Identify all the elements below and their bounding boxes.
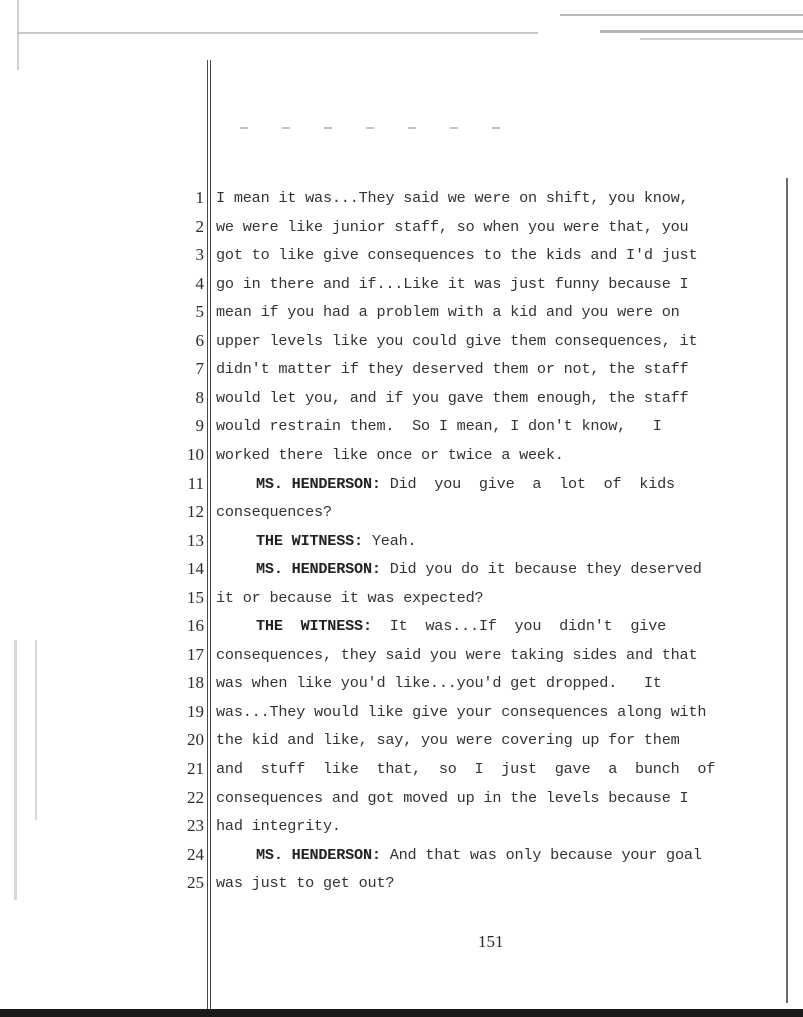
transcript-line: go in there and if...Like it was just funny because I xyxy=(216,274,689,293)
transcript-line: got to like give consequences to the kids and I'd just xyxy=(216,246,698,265)
transcript-line xyxy=(256,475,675,493)
line-number: 7 xyxy=(195,359,204,379)
line-number: 25 xyxy=(187,873,204,893)
speaker-label: MS. HENDERSON: xyxy=(256,845,381,864)
line-number: 8 xyxy=(195,387,204,407)
speech-text: Yeah. xyxy=(362,531,417,550)
transcript-line: was when like you'd like...you'd get dropped. It xyxy=(216,674,662,693)
transcript-line: upper levels like you could give them consequences, it xyxy=(216,331,698,350)
left-margin-rule xyxy=(207,60,211,1009)
transcript-line: was...They would like give your consequences along with xyxy=(216,702,707,721)
transcript-line: consequences, they said you were taking sides and that xyxy=(216,645,698,664)
transcript-line: consequences? xyxy=(216,503,332,522)
line-number: 23 xyxy=(187,816,204,836)
transcript-line: worked there like once or twice a week. xyxy=(216,445,564,464)
scan-artifact-dots xyxy=(240,127,500,129)
line-number: 10 xyxy=(187,444,204,464)
line-number: 15 xyxy=(187,587,204,607)
scan-artifact-top-right xyxy=(640,38,803,40)
line-number: 6 xyxy=(195,330,204,350)
line-number: 19 xyxy=(187,701,204,721)
line-number: 11 xyxy=(187,473,204,493)
speaker-label: THE WITNESS: xyxy=(256,531,363,550)
transcript-line: would let you, and if you gave them enough, the staff xyxy=(216,388,689,407)
line-number: 20 xyxy=(187,730,204,750)
speech-text: Did you do it because they deserved xyxy=(380,560,702,579)
transcript-line: didn't matter if they deserved them or not, the staff xyxy=(216,360,689,379)
speaker-label: THE WITNESS: xyxy=(256,617,372,636)
scan-artifact-top-right xyxy=(560,14,803,16)
transcript-line: consequences and got moved up in the levels because I xyxy=(216,788,689,807)
speaker-label: MS. HENDERSON: xyxy=(256,560,381,579)
speech-text: And that was only because your goal xyxy=(380,845,702,864)
line-number: 3 xyxy=(195,245,204,265)
line-number: 16 xyxy=(187,616,204,636)
speech-text: Did you give a lot of kids xyxy=(380,474,675,493)
transcript-line xyxy=(256,617,666,635)
line-number: 5 xyxy=(195,302,204,322)
line-number: 17 xyxy=(187,644,204,664)
line-number: 4 xyxy=(195,273,204,293)
transcript-line: mean if you had a problem with a kid and you were on xyxy=(216,303,680,322)
scan-artifact-side-mark xyxy=(14,640,17,900)
transcript-line: we were like junior staff, so when you were that, you xyxy=(216,217,689,236)
line-number: 1 xyxy=(195,188,204,207)
line-number: 2 xyxy=(195,216,204,236)
line-number: 21 xyxy=(187,759,204,778)
page-number: 151 xyxy=(478,932,504,951)
transcript-line: the kid and like, say, you were covering up for them xyxy=(216,731,680,750)
scan-artifact-top-left xyxy=(18,32,538,34)
line-number: 24 xyxy=(187,844,204,864)
scan-artifact-bottom-edge xyxy=(0,1009,803,1017)
scan-artifact-left-edge xyxy=(17,0,19,70)
transcript-line: would restrain them. So I mean, I don't know, I xyxy=(216,417,662,436)
line-number: 13 xyxy=(187,530,204,550)
speech-text: It was...If you didn't give xyxy=(371,617,667,636)
line-number: 18 xyxy=(187,673,204,693)
transcript-line: and stuff like that, so I just gave a bunch of xyxy=(216,760,716,778)
scan-artifact-side-mark xyxy=(35,640,37,820)
line-number: 12 xyxy=(187,502,204,522)
line-number: 9 xyxy=(195,416,204,436)
line-number: 14 xyxy=(187,559,204,579)
speaker-label: MS. HENDERSON: xyxy=(256,474,381,493)
transcript-line: was just to get out? xyxy=(216,874,395,893)
transcript-line xyxy=(256,846,702,864)
transcript-line: I mean it was...They said we were on shift, you know, xyxy=(216,189,689,207)
transcript-line xyxy=(256,560,702,578)
line-number: 22 xyxy=(187,787,204,807)
scan-artifact-top-right xyxy=(600,30,803,33)
transcript-line: it or because it was expected? xyxy=(216,588,484,607)
right-margin-rule xyxy=(786,178,788,1003)
transcript-line xyxy=(256,532,416,550)
transcript-line: had integrity. xyxy=(216,817,341,836)
